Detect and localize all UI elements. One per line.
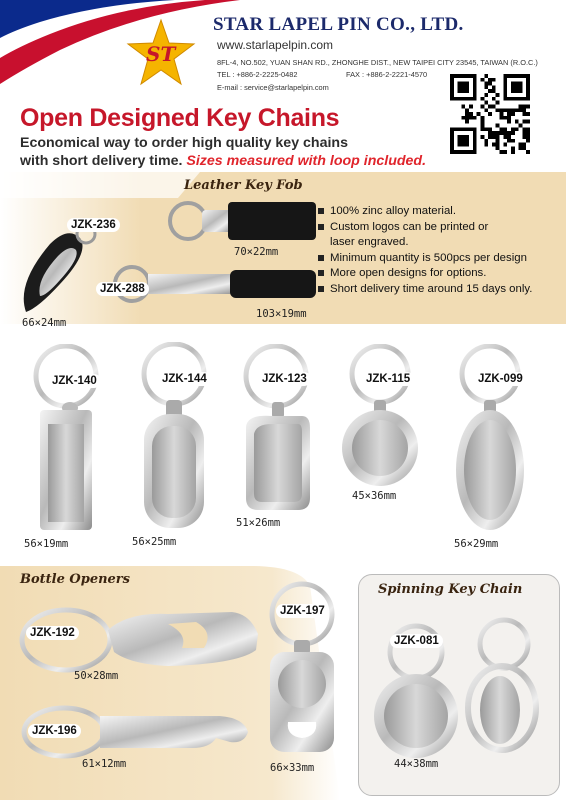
size-jzk-081: 44×38mm [394, 758, 439, 770]
keychain-jzk-115 [338, 344, 422, 488]
size-jzk-288: 103×19mm [256, 308, 307, 320]
subtitle-line-2: with short delivery time. [20, 153, 183, 169]
page-title: Open Designed Key Chains [20, 104, 340, 132]
code-jzk-140: JZK-140 [48, 374, 101, 388]
subtitle [20, 134, 426, 170]
subtitle-line-1: Economical way to order high quality key chains [20, 135, 348, 151]
size-jzk-197: 66×33mm [270, 762, 315, 774]
subtitle-highlight: Sizes measured with loop included. [186, 153, 427, 169]
feature-item: Custom logos can be printed or [318, 220, 532, 236]
size-jzk-140: 56×19mm [24, 538, 69, 550]
company-address: 8FL-4, NO.502, YUAN SHAN RD., ZHONGHE DIST., NEW TAIPEI CITY 23545, TAIWAN (R.O.C.) [217, 58, 538, 67]
company-tel: TEL : +886-2-2225-0482 [217, 70, 298, 79]
leather-section-title: Leather Key Fob [184, 178, 303, 193]
keychain-leather-fob [166, 198, 320, 244]
keychain-jzk-144 [130, 342, 214, 534]
company-url: www.starlapelpin.com [217, 38, 334, 52]
code-jzk-144: JZK-144 [158, 372, 211, 386]
size-jzk-196: 61×12mm [82, 758, 127, 770]
code-jzk-192: JZK-192 [26, 626, 79, 640]
size-jzk-115: 45×36mm [352, 490, 397, 502]
spinning-section-title: Spinning Key Chain [378, 582, 523, 597]
keychain-jzk-140 [26, 344, 106, 536]
keychain-jzk-236 [20, 224, 100, 316]
code-jzk-197: JZK-197 [276, 604, 329, 618]
size-jzk-099: 56×29mm [454, 538, 499, 550]
code-jzk-115: JZK-115 [362, 372, 414, 386]
feature-item: Short delivery time around 15 days only. [318, 282, 532, 298]
code-jzk-196: JZK-196 [28, 724, 81, 738]
code-jzk-288: JZK-288 [96, 282, 149, 296]
size-jzk-144: 56×25mm [132, 536, 177, 548]
bottle-section-title: Bottle Openers [20, 572, 130, 587]
size-leather-fob: 70×22mm [234, 246, 279, 258]
feature-item: laser engraved. [330, 236, 409, 249]
size-jzk-192: 50×28mm [74, 670, 119, 682]
company-name: STAR LAPEL PIN CO., LTD. [213, 14, 464, 35]
feature-item: More open designs for options. [318, 266, 532, 282]
feature-item: Minimum quantity is 500pcs per design [318, 251, 532, 267]
feature-item: 100% zinc alloy material. [318, 204, 532, 220]
company-email: E-mail : service@starlapelpin.com [217, 83, 329, 92]
size-jzk-123: 51×26mm [236, 517, 281, 529]
feature-list [318, 204, 532, 298]
code-jzk-236: JZK-236 [67, 218, 120, 232]
code-jzk-123: JZK-123 [258, 372, 311, 386]
logo-letters: ST [146, 42, 176, 66]
code-jzk-099: JZK-099 [474, 372, 527, 386]
company-fax: FAX : +886-2-2221-4570 [346, 70, 428, 79]
qr-code-icon [450, 74, 530, 154]
size-jzk-236: 66×24mm [22, 317, 67, 329]
keychain-jzk-123 [236, 344, 320, 516]
code-jzk-081: JZK-081 [390, 634, 443, 648]
